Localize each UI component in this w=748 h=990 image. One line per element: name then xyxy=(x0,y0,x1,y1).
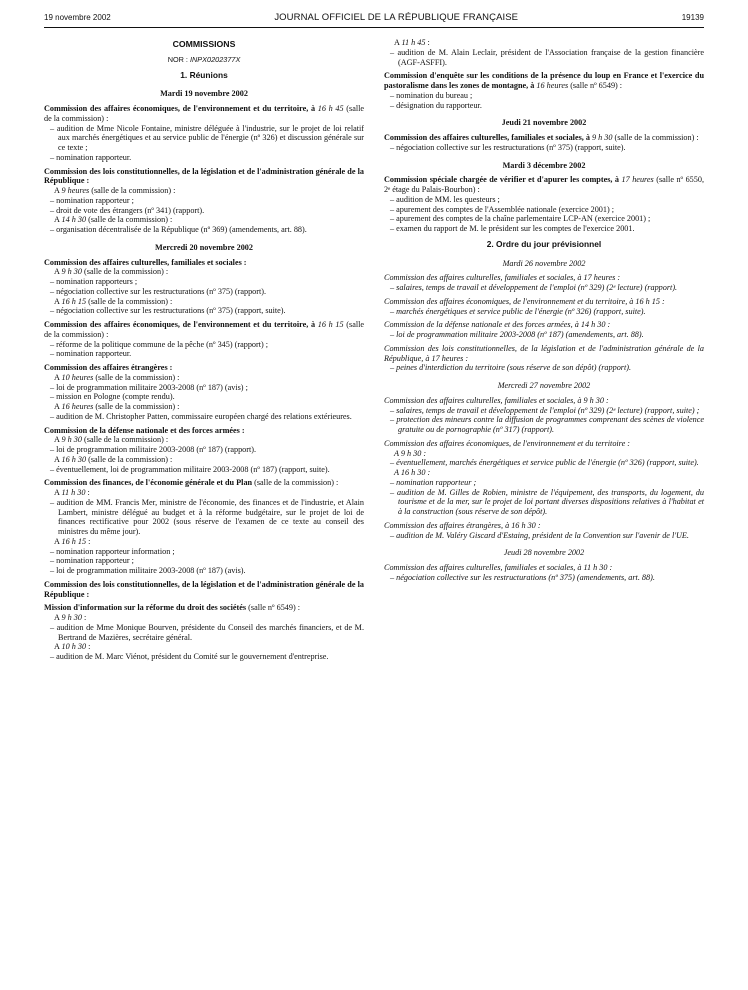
session-slot xyxy=(44,613,364,623)
day-title: Mardi 19 novembre 2002 xyxy=(160,89,248,99)
session-room: (salle nº 6549) : xyxy=(248,603,301,613)
session-room: (salle de la commission) : xyxy=(95,372,180,382)
session-room: (salle nº 6550, 2ᵉ étage du Palais-Bourbon) : xyxy=(384,175,705,194)
session-time: 16 heures xyxy=(61,402,94,411)
agenda-item: – loi de programmation militaire 2003-2008 (nº 187) (rapport). xyxy=(44,445,364,455)
agenda-item: – négociation collective sur les restructurations (nº 375) (rapport, suite). xyxy=(44,306,364,316)
agenda-list xyxy=(384,48,704,68)
agenda-item: – audition de M. Gilles de Robien, ministre de l'équipement, des transports, du logement, du tourisme et de la mer, sur le projet de loi portant diverses dispositions relatives à l'habitat et à la construction (sous réserve de son dépôt). xyxy=(384,488,704,517)
agenda-item: – salaires, temps de travail et développement de l'emploi (nº 329) (2ᵉ lecture) (rapport). xyxy=(384,283,704,293)
agenda-item: – loi de programmation militaire 2003-2008 (nº 187) (avis). xyxy=(44,566,364,576)
agenda-list xyxy=(44,498,364,537)
slot-prefix: A xyxy=(54,267,60,277)
agenda-list xyxy=(44,225,364,235)
journal-title: JOURNAL OFFICIEL DE LA RÉPUBLIQUE FRANÇAISE xyxy=(274,12,519,23)
columns xyxy=(44,38,704,662)
session-time: 17 heures xyxy=(621,175,654,185)
slot-prefix: A xyxy=(54,402,60,411)
agenda-list xyxy=(384,143,704,153)
session-time: 9 h 30 xyxy=(592,133,613,142)
committee-title: Commission des lois constitutionnelles, de la législation et de l'administration générale de la République : xyxy=(44,166,364,186)
reunions-title: 1. Réunions xyxy=(180,69,228,80)
session-slot xyxy=(384,38,704,48)
agenda-item: – audition de M. Valéry Giscard d'Estaing, président de la Convention sur l'avenir de l'UE. xyxy=(384,531,704,541)
agenda-list xyxy=(44,412,364,422)
agenda-list xyxy=(44,124,364,163)
session-room: (salle de la commission) : xyxy=(88,215,173,225)
committee-name: Commission des affaires économiques, de l'environnement et du territoire, à xyxy=(44,320,316,329)
session-time: 10 h 30 xyxy=(61,642,87,652)
agenda-list xyxy=(44,306,364,316)
day-title: Mardi 26 novembre 2002 xyxy=(502,258,586,268)
slot-prefix: A xyxy=(54,642,60,652)
agenda-item: – désignation du rapporteur. xyxy=(384,101,704,111)
agenda-item: – nomination rapporteur ; xyxy=(44,196,364,206)
agenda-list xyxy=(384,195,704,234)
agenda-list xyxy=(44,445,364,455)
agenda-list xyxy=(384,573,704,583)
agenda-item: – loi de programmation militaire 2003-2008 (nº 187) (avis) ; xyxy=(44,383,364,393)
agenda-item: – négociation collective sur les restructurations (nº 375) (rapport, suite). xyxy=(384,143,704,153)
session-time: 16 h 15 xyxy=(317,320,344,329)
agenda-item: – nomination du bureau ; xyxy=(384,91,704,101)
agenda-list xyxy=(44,547,364,576)
session-slot xyxy=(44,488,364,498)
committee-title: Commission des affaires culturelles, familiales et sociales, à 11 h 30 : xyxy=(384,563,613,572)
session-time: 9 h 30 xyxy=(61,435,82,445)
committee-name: Commission spéciale chargée de vérifier et d'apurer les comptes, à xyxy=(384,175,620,185)
right-column xyxy=(384,38,704,662)
agenda-list xyxy=(44,196,364,216)
agenda-list xyxy=(44,277,364,297)
session-time: 16 heures xyxy=(536,81,569,90)
agenda-list xyxy=(384,478,704,517)
agenda-list xyxy=(384,406,704,435)
day-title: Jeudi 28 novembre 2002 xyxy=(503,548,585,558)
session-time: 14 h 30 xyxy=(61,215,87,225)
agenda-item: – nomination rapporteur. xyxy=(44,349,364,359)
session-room: (salle nº 6549) : xyxy=(570,81,623,90)
session-room: (salle de la commission) : xyxy=(254,478,339,488)
session-time: 10 heures xyxy=(61,372,94,382)
agenda-item: – éventuellement, loi de programmation militaire 2003-2008 (nº 187) (rapport, suite). xyxy=(44,465,364,475)
session-slot xyxy=(44,435,364,445)
agenda-item: – organisation décentralisée de la République (nº 369) (amendements, art. 88). xyxy=(44,225,364,235)
committee-title: Commission des affaires étrangères : xyxy=(44,363,173,372)
slot-colon: : xyxy=(86,536,91,546)
slot-colon: : xyxy=(85,488,90,497)
session-room: (salle de la commission) : xyxy=(91,186,176,195)
agenda-item: – nomination rapporteur. xyxy=(44,153,364,163)
committee-name: Commission des affaires culturelles, familiales et sociales, à xyxy=(384,133,590,142)
committee-title: Commission des affaires économiques, de l'environnement et du territoire, à 16 h 15 : xyxy=(384,296,665,306)
committee-title xyxy=(44,320,364,340)
session-time: 9 heures xyxy=(61,186,90,195)
nor-code: INPX0202377X xyxy=(190,54,241,64)
agenda-item: – apurement des comptes de l'Assemblée nationale (exercice 2001) ; xyxy=(384,205,704,215)
agenda-item: – nomination rapporteurs ; xyxy=(44,277,364,287)
session-time: 16 h 30 xyxy=(61,454,87,464)
slot-colon: : xyxy=(81,613,87,622)
agenda-item: – éventuellement, marchés énergétiques et service public de l'énergie (nº 326) (rapport, suite). xyxy=(384,458,704,468)
session-room: (salle de la commission) : xyxy=(44,320,365,339)
agenda-item: – examen du rapport de M. le président sur les comptes de l'exercice 2001. xyxy=(384,224,704,234)
committee-title: Commission des affaires culturelles, familiales et sociales, à 17 heures : xyxy=(384,273,621,283)
agenda-item: – audition de Mme Monique Bourven, présidente du Conseil des marchés financiers, et de M. Bertrand de Mazières, secrétaire général. xyxy=(44,623,364,643)
slot-prefix: A xyxy=(54,613,60,622)
agenda-list xyxy=(44,383,364,403)
committee-title: Commission des affaires culturelles, familiales et sociales, à 9 h 30 : xyxy=(384,395,609,405)
ordre-du-jour-title: 2. Ordre du jour prévisionnel xyxy=(486,238,602,249)
session-room: (salle de la commission) : xyxy=(95,402,180,411)
slot-prefix: A xyxy=(54,536,60,546)
day-title: Jeudi 21 novembre 2002 xyxy=(501,118,587,128)
slot-prefix: A xyxy=(54,215,60,225)
committee-title xyxy=(384,175,704,195)
agenda-item: – peines d'interdiction du territoire (sous réserve de son dépôt) (rapport). xyxy=(384,363,704,373)
agenda-list xyxy=(384,307,704,317)
agenda-item: – droit de vote des étrangers (nº 341) (rapport). xyxy=(44,206,364,216)
session-room: (salle de la commission) : xyxy=(44,104,365,123)
session-slot xyxy=(44,537,364,547)
committee-title: Commission des affaires étrangères, à 16 h 30 : xyxy=(384,520,541,530)
agenda-item: – audition de M. Christopher Patten, commissaire européen chargé des relations extérieures. xyxy=(44,412,364,422)
committee-name: Commission d'enquête sur les conditions de la présence du loup en France et l'exercice du pastoralisme dans les zones de montagne, à xyxy=(384,71,704,90)
committee-title: Commission des affaires économiques, de l'environnement et du territoire : xyxy=(384,438,630,448)
agenda-list xyxy=(384,330,704,340)
session-slot xyxy=(44,267,364,277)
agenda-list xyxy=(384,531,704,541)
session-room: (salle de la commission) : xyxy=(88,296,173,306)
session-slot xyxy=(44,455,364,465)
day-title: Mardi 3 décembre 2002 xyxy=(502,160,586,170)
committee-name: Commission des finances, de l'économie générale et du Plan xyxy=(44,478,253,488)
session-time: 9 h 30 xyxy=(61,613,82,622)
agenda-item: – marchés énergétiques et service public de l'énergie (nº 326) (rapport, suite). xyxy=(384,307,704,317)
slot-prefix: A xyxy=(54,296,60,306)
session-time: 16 h 45 xyxy=(317,104,344,113)
agenda-item: – négociation collective sur les restructurations (nº 375) (amendements, art. 88). xyxy=(384,573,704,583)
agenda-item: – protection des mineurs contre la diffusion de programmes comprenant des scènes de violence gratuite ou de pornographie (nº 317) (rapport). xyxy=(384,415,704,435)
committee-title xyxy=(44,104,364,124)
day-title: Mercredi 20 novembre 2002 xyxy=(154,242,253,252)
agenda-list xyxy=(384,91,704,111)
agenda-item: – négociation collective sur les restructurations (nº 375) (rapport). xyxy=(44,287,364,297)
mission-name: Mission d'information sur la réforme du droit des sociétés xyxy=(44,603,247,613)
committee-title xyxy=(384,71,704,91)
page-number: 19139 xyxy=(681,13,704,22)
agenda-list xyxy=(384,458,704,468)
agenda-list xyxy=(44,465,364,475)
agenda-item: – audition de MM. Francis Mer, ministre de l'économie, des finances et de l'industrie, et Alain Lambert, ministre délégué au budget et à la réforme budgétaire, sur le projet de loi de finances rectificative pour 2002 (sous réserve de l'examen de ce texte au conseil des ministres du même jour). xyxy=(44,498,364,537)
agenda-list xyxy=(384,363,704,373)
session-time: 16 h 15 xyxy=(61,296,87,306)
slot-prefix: A xyxy=(54,488,60,497)
agenda-item: – apurement des comptes de la chaîne parlementaire LCP-AN (exercice 2001) ; xyxy=(384,214,704,224)
agenda-list xyxy=(44,652,364,662)
nor-label: NOR : xyxy=(167,54,188,64)
session-slot xyxy=(44,215,364,225)
session-slot xyxy=(44,402,364,412)
slot-prefix: A xyxy=(54,372,60,382)
agenda-item: – audition de M. Marc Viénot, président du Comité sur le gouvernement d'entreprise. xyxy=(44,652,364,662)
session-time: 16 h 15 xyxy=(61,536,87,546)
mission-title xyxy=(44,603,364,613)
session-slot: A 16 h 30 : xyxy=(394,468,431,477)
left-column xyxy=(44,38,364,662)
committee-title: Commission des lois constitutionnelles, de la législation et de l'administration générale de la République, à 17 heures : xyxy=(384,343,704,363)
session-time: 11 h 30 xyxy=(61,488,86,497)
session-time: 11 h 45 xyxy=(401,38,426,47)
agenda-item: – réforme de la politique commune de la pêche (nº 345) (rapport) ; xyxy=(44,340,364,350)
agenda-item: – nomination rapporteur ; xyxy=(44,556,364,566)
slot-prefix: A xyxy=(54,454,60,464)
agenda-item: – audition de MM. les questeurs ; xyxy=(384,195,704,205)
session-room: (salle de la commission) : xyxy=(88,454,173,464)
agenda-list xyxy=(44,340,364,360)
day-title: Mercredi 27 novembre 2002 xyxy=(497,381,591,390)
session-room: (salle de la commission) : xyxy=(84,435,169,445)
committee-title: Commission des lois constitutionnelles, de la législation et de l'administration générale de la République : xyxy=(44,579,364,599)
committee-title xyxy=(44,478,364,488)
session-time: 9 h 30 xyxy=(61,267,82,277)
agenda-list xyxy=(384,283,704,293)
committee-title: Commission des affaires culturelles, familiales et sociales : xyxy=(44,257,247,267)
slot-prefix: A xyxy=(54,186,60,195)
section-title: COMMISSIONS xyxy=(172,39,236,49)
slot-colon: : xyxy=(425,38,430,47)
session-slot xyxy=(44,642,364,652)
slot-colon: : xyxy=(86,642,91,652)
committee-title xyxy=(384,133,704,143)
agenda-item: – audition de M. Alain Leclair, président de l'Association française de la gestion financière (AGF-ASFFI). xyxy=(384,48,704,68)
header-rule xyxy=(44,27,704,28)
session-slot xyxy=(44,186,364,196)
agenda-item: – mission en Pologne (compte rendu). xyxy=(44,392,364,402)
committee-title: Commission de la défense nationale et des forces armées, à 14 h 30 : xyxy=(384,320,611,330)
slot-prefix: A xyxy=(394,38,400,47)
session-slot xyxy=(44,297,364,307)
agenda-item: – salaires, temps de travail et développement de l'emploi (nº 329) (2ᵉ lecture) (rapport, suite) ; xyxy=(384,406,704,416)
agenda-list xyxy=(44,623,364,643)
committee-name: Commission des affaires économiques, de l'environnement et du territoire, à xyxy=(44,104,316,113)
agenda-item: – loi de programmation militaire 2003-2008 (nº 187) (amendements, art. 88). xyxy=(384,330,704,340)
agenda-item: – nomination rapporteur ; xyxy=(384,478,704,488)
slot-prefix: A xyxy=(54,435,60,445)
session-room: (salle de la commission) : xyxy=(614,133,699,142)
session-slot: A 9 h 30 : xyxy=(394,448,427,458)
session-room: (salle de la commission) : xyxy=(84,267,169,277)
agenda-item: – audition de Mme Nicole Fontaine, ministre déléguée à l'industrie, sur le projet de loi relatif aux marchés énergétiques et au service public de l'énergie (nº 326) et discussion générale sur ce texte ; xyxy=(44,124,364,153)
page-header xyxy=(44,12,704,26)
committee-title: Commission de la défense nationale et des forces armées : xyxy=(44,425,245,435)
session-slot xyxy=(44,373,364,383)
header-date: 19 novembre 2002 xyxy=(44,13,111,22)
nor-reference xyxy=(44,55,364,65)
agenda-item: – nomination rapporteur information ; xyxy=(44,547,364,557)
